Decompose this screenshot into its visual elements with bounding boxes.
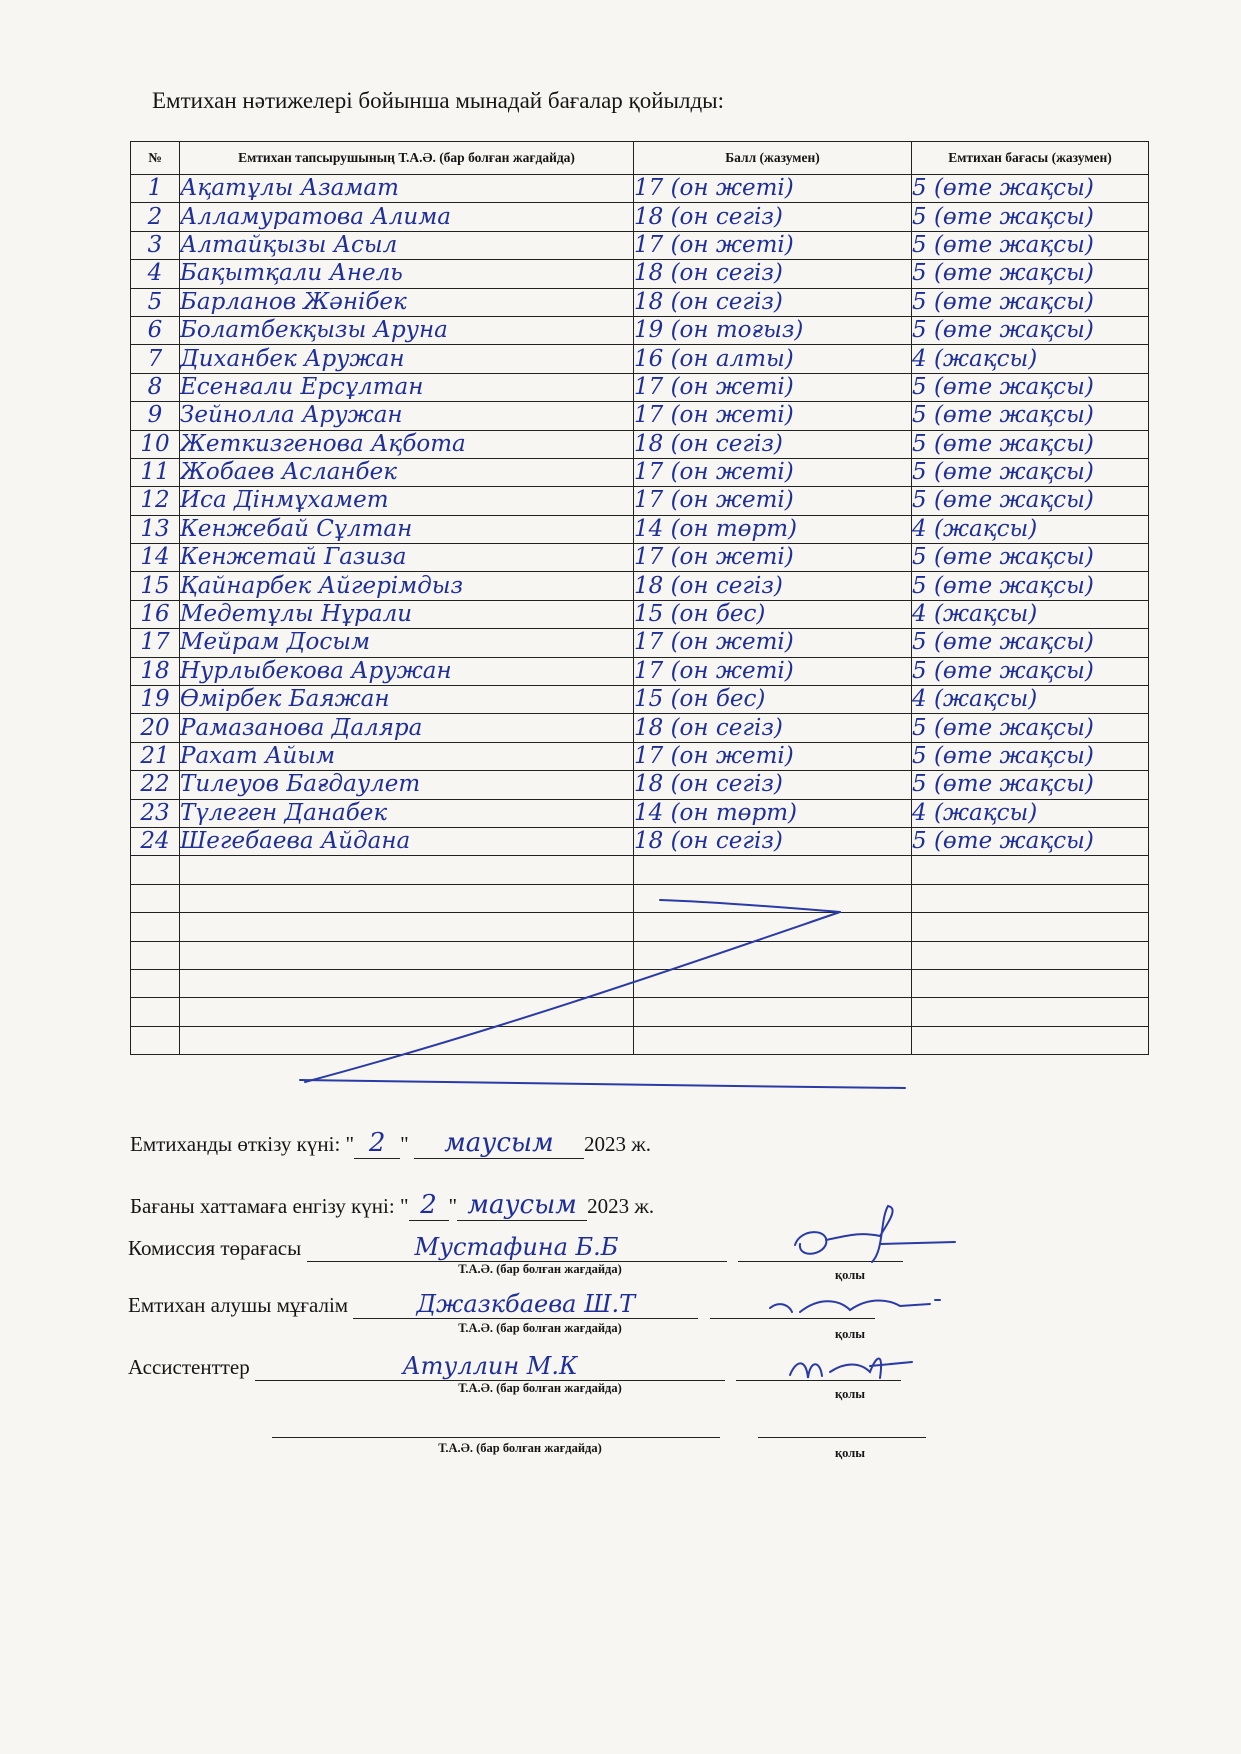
empty-cell [180,884,634,912]
grade-text: 5 (өте жақсы) [912,771,1149,799]
table-row [131,742,1149,770]
table-row [131,657,1149,685]
row-number: 2 [131,203,180,231]
grade-text: 5 (өте жақсы) [912,544,1149,572]
score-text: 17 (он жеті) [634,373,912,401]
table-row [131,487,1149,515]
student-name: Барланов Жәнібек [180,288,634,316]
empty-cell [634,969,912,997]
empty-cell [912,941,1149,969]
empty-cell [634,884,912,912]
chair-signature-line [738,1236,903,1262]
exam-date-quote: " [400,1132,409,1156]
grade-text: 5 (өте жақсы) [912,402,1149,430]
student-name: Иса Дінмұхамет [180,487,634,515]
grade-text: 5 (өте жақсы) [912,316,1149,344]
extra-assistant-name-line [272,1437,720,1438]
table-row [131,544,1149,572]
student-name: Диханбек Аружан [180,345,634,373]
score-text: 14 (он төрт) [634,799,912,827]
student-name: Өмірбек Баяжан [180,686,634,714]
empty-cell [634,1026,912,1054]
empty-cell [912,969,1149,997]
header-number: № [131,142,180,175]
extra-sign-caption: қолы [834,1446,866,1460]
empty-table-row [131,969,1149,997]
chair-label: Комиссия төрағасы [128,1236,302,1260]
header-name: Емтихан тапсырушының Т.А.Ә. (бар болған жағдайда) [180,142,634,175]
entry-date-label: Бағаны хаттамаға енгізу күні: " [130,1194,409,1218]
teacher-name-caption: Т.А.Ә. (бар болған жағдайда) [458,1321,622,1335]
grade-text: 4 (жақсы) [912,686,1149,714]
teacher-line [128,1290,875,1319]
empty-cell [180,941,634,969]
score-text: 18 (он сегіз) [634,430,912,458]
header-grade: Емтихан бағасы (жазумен) [912,142,1149,175]
page-heading: Емтихан нәтижелері бойынша мынадай бағалар қойылды: [152,88,725,113]
empty-table-row [131,856,1149,884]
score-text: 15 (он бес) [634,600,912,628]
empty-cell [912,913,1149,941]
score-text: 18 (он сегіз) [634,203,912,231]
grade-text: 5 (өте жақсы) [912,657,1149,685]
assistant-name: Атуллин М.К [255,1352,725,1381]
row-number: 12 [131,487,180,515]
student-name: Нурлыбекова Аружан [180,657,634,685]
score-text: 18 (он сегіз) [634,260,912,288]
table-row [131,203,1149,231]
grade-text: 5 (өте жақсы) [912,373,1149,401]
student-name: Рахат Айым [180,742,634,770]
exam-date-day: 2 [354,1128,400,1159]
empty-table-row [131,1026,1149,1054]
row-number: 8 [131,373,180,401]
entry-date-line [130,1190,654,1221]
grade-text: 5 (өте жақсы) [912,458,1149,486]
empty-table-row [131,913,1149,941]
extra-assistant-signature-line [758,1437,926,1438]
row-number: 20 [131,714,180,742]
teacher-signature-line [710,1293,875,1319]
empty-cell [131,969,180,997]
table-row [131,771,1149,799]
score-text: 17 (он жеті) [634,657,912,685]
empty-cell [180,998,634,1026]
grade-text: 5 (өте жақсы) [912,260,1149,288]
row-number: 1 [131,175,180,203]
grade-text: 5 (өте жақсы) [912,714,1149,742]
grade-text: 4 (жақсы) [912,345,1149,373]
grade-text: 5 (өте жақсы) [912,175,1149,203]
student-name: Түлеген Данабек [180,799,634,827]
student-name: Алламуратова Алима [180,203,634,231]
score-text: 17 (он жеті) [634,629,912,657]
table-row [131,827,1149,855]
row-number: 11 [131,458,180,486]
table-row [131,572,1149,600]
table-row [131,231,1149,259]
grade-text: 5 (өте жақсы) [912,288,1149,316]
student-name: Жеткизгенова Ақбота [180,430,634,458]
empty-cell [180,969,634,997]
row-number: 19 [131,686,180,714]
student-name: Ақатұлы Азамат [180,175,634,203]
chair-sign-caption: қолы [834,1268,866,1282]
empty-cell [131,856,180,884]
row-number: 10 [131,430,180,458]
empty-cell [131,941,180,969]
empty-table-row [131,884,1149,912]
grade-text: 5 (өте жақсы) [912,430,1149,458]
student-name: Жобаев Асланбек [180,458,634,486]
student-name: Шегебаева Айдана [180,827,634,855]
score-text: 18 (он сегіз) [634,714,912,742]
empty-cell [634,913,912,941]
exam-date-label: Емтиханды өткізу күні: " [130,1132,355,1156]
empty-table-row [131,998,1149,1026]
assistants-label: Ассистенттер [128,1355,250,1379]
student-name: Кенжетай Газиза [180,544,634,572]
teacher-name: Джазкбаева Ш.Т [353,1290,698,1319]
score-text: 16 (он алты) [634,345,912,373]
empty-cell [180,856,634,884]
score-text: 17 (он жеті) [634,487,912,515]
table-row [131,686,1149,714]
empty-cell [912,998,1149,1026]
row-number: 16 [131,600,180,628]
row-number: 5 [131,288,180,316]
table-row [131,458,1149,486]
extra-name-caption: Т.А.Ә. (бар болған жағдайда) [438,1441,602,1455]
table-row [131,316,1149,344]
row-number: 21 [131,742,180,770]
student-name: Кенжебай Сұлтан [180,515,634,543]
row-number: 9 [131,402,180,430]
row-number: 22 [131,771,180,799]
row-number: 14 [131,544,180,572]
exam-date-month: маусым [414,1128,584,1159]
student-name: Мейрам Досым [180,629,634,657]
score-text: 17 (он жеті) [634,458,912,486]
assistant-sign-caption: қолы [834,1387,866,1401]
table-header-row [131,142,1149,175]
score-text: 19 (он тоғыз) [634,316,912,344]
teacher-label: Емтихан алушы мұғалім [128,1293,349,1317]
crossout-bottom-stroke [300,1080,905,1088]
empty-cell [634,856,912,884]
assistants-line [128,1352,901,1381]
grade-text: 5 (өте жақсы) [912,742,1149,770]
table-row [131,175,1149,203]
table-row [131,430,1149,458]
empty-table-row [131,941,1149,969]
empty-cell [180,913,634,941]
score-text: 17 (он жеті) [634,402,912,430]
empty-cell [634,941,912,969]
student-name: Тилеуов Бағдаулет [180,771,634,799]
student-name: Қайнарбек Айгерімдыз [180,572,634,600]
row-number: 17 [131,629,180,657]
row-number: 24 [131,827,180,855]
grade-text: 5 (өте жақсы) [912,572,1149,600]
empty-cell [180,1026,634,1054]
empty-cell [131,1026,180,1054]
entry-date-day: 2 [409,1190,449,1221]
assistant-signature-line [736,1355,901,1381]
empty-cell [131,884,180,912]
empty-cell [131,998,180,1026]
assistant-name-caption: Т.А.Ә. (бар болған жағдайда) [458,1381,622,1395]
row-number: 6 [131,316,180,344]
score-text: 15 (он бес) [634,686,912,714]
teacher-sign-caption: қолы [834,1327,866,1341]
entry-date-year: 2023 ж. [587,1194,655,1218]
empty-cell [131,913,180,941]
student-name: Медетұлы Нұрали [180,600,634,628]
grade-text: 4 (жақсы) [912,600,1149,628]
row-number: 4 [131,260,180,288]
row-number: 7 [131,345,180,373]
table-row [131,799,1149,827]
row-number: 18 [131,657,180,685]
score-text: 17 (он жеті) [634,742,912,770]
row-number: 13 [131,515,180,543]
score-text: 17 (он жеті) [634,175,912,203]
empty-cell [634,998,912,1026]
grade-text: 5 (өте жақсы) [912,203,1149,231]
chair-name: Мустафина Б.Б [307,1233,727,1262]
row-number: 15 [131,572,180,600]
score-text: 18 (он сегіз) [634,771,912,799]
table-row [131,260,1149,288]
grade-text: 4 (жақсы) [912,799,1149,827]
chair-line [128,1233,903,1262]
score-text: 17 (он жеті) [634,544,912,572]
grade-text: 5 (өте жақсы) [912,629,1149,657]
score-text: 14 (он төрт) [634,515,912,543]
row-number: 23 [131,799,180,827]
empty-cell [912,884,1149,912]
exam-date-line [130,1128,651,1159]
grade-text: 5 (өте жақсы) [912,231,1149,259]
entry-date-month: маусым [457,1190,587,1221]
empty-cell [912,1026,1149,1054]
row-number: 3 [131,231,180,259]
chair-name-caption: Т.А.Ә. (бар болған жағдайда) [458,1262,622,1276]
table-row [131,402,1149,430]
student-name: Есенғали Ерсұлтан [180,373,634,401]
results-table [130,141,1149,1055]
header-score: Балл (жазумен) [634,142,912,175]
score-text: 18 (он сегіз) [634,572,912,600]
score-text: 17 (он жеті) [634,231,912,259]
table-row [131,600,1149,628]
grade-text: 4 (жақсы) [912,515,1149,543]
table-row [131,629,1149,657]
table-body [131,175,1149,1055]
grade-text: 5 (өте жақсы) [912,827,1149,855]
student-name: Болатбекқызы Аруна [180,316,634,344]
table-row [131,714,1149,742]
student-name: Зейнолла Аружан [180,402,634,430]
entry-date-quote: " [448,1194,458,1218]
student-name: Рамазанова Даляра [180,714,634,742]
exam-date-year: 2023 ж. [583,1132,651,1156]
grade-text: 5 (өте жақсы) [912,487,1149,515]
student-name: Алтайқызы Асыл [180,231,634,259]
table-row [131,288,1149,316]
score-text: 18 (он сегіз) [634,288,912,316]
empty-cell [912,856,1149,884]
table-row [131,373,1149,401]
score-text: 18 (он сегіз) [634,827,912,855]
student-name: Бақытқали Анель [180,260,634,288]
table-row [131,515,1149,543]
table-row [131,345,1149,373]
